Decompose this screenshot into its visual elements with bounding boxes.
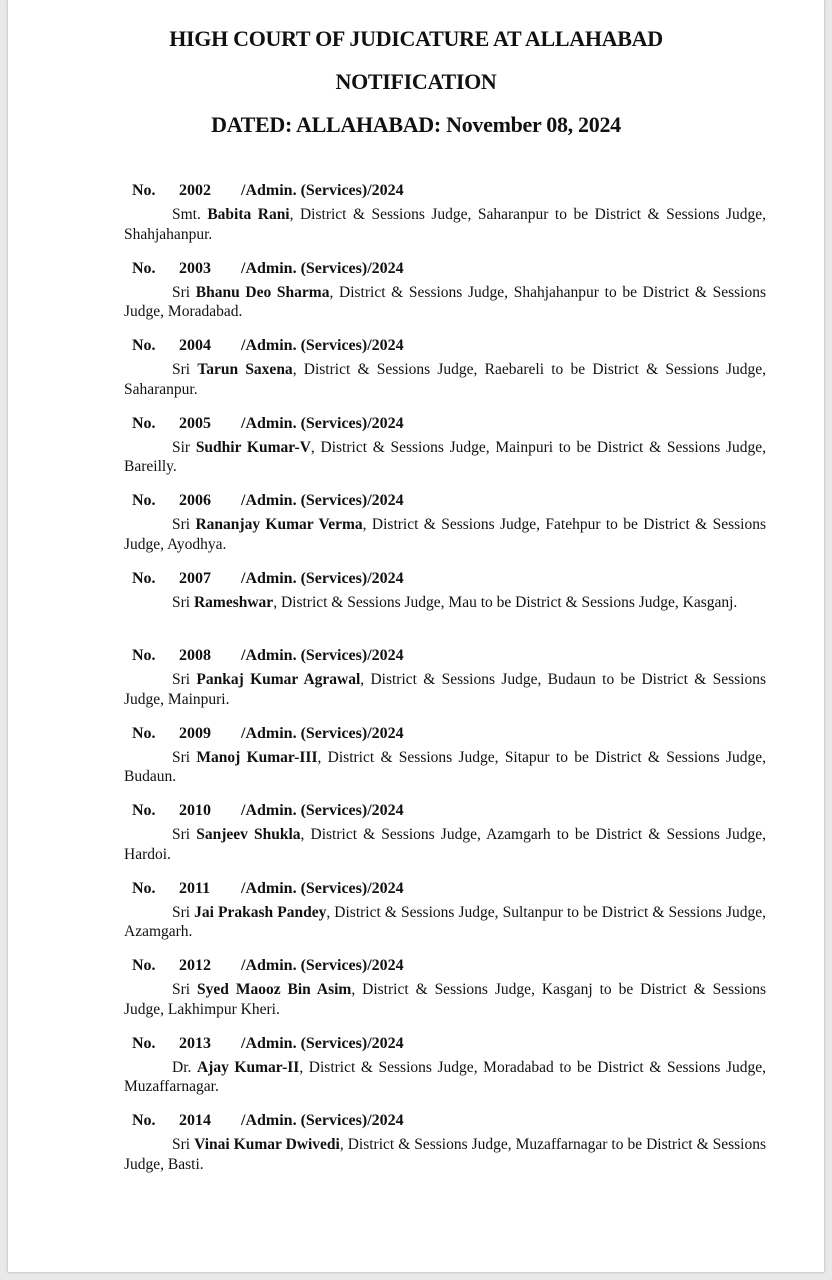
- order-suffix: /Admin. (Services)/2024: [241, 647, 404, 664]
- notification-entry: [124, 331, 766, 409]
- no-label: No.: [132, 647, 156, 664]
- transfer-text: [124, 1135, 766, 1174]
- notification-entry: [124, 796, 766, 874]
- order-number: 2013: [179, 1034, 211, 1052]
- order-number-line: [124, 951, 766, 980]
- honorific: Sri: [172, 903, 191, 921]
- order-suffix: /Admin. (Services)/2024: [241, 1034, 404, 1052]
- judge-name: Rananjay Kumar Verma: [195, 516, 363, 533]
- order-suffix: /Admin. (Services)/2024: [241, 492, 404, 509]
- judge-name: Manoj Kumar-III: [196, 748, 318, 766]
- honorific: Sri: [172, 981, 191, 998]
- order-number-line: [124, 564, 766, 593]
- order-number: 2004: [179, 337, 211, 354]
- order-number: 2014: [179, 1112, 211, 1129]
- order-number-line: [124, 641, 766, 670]
- no-label: No.: [132, 337, 156, 354]
- order-number-line: [124, 796, 766, 825]
- honorific: Smt.: [172, 206, 201, 223]
- order-number: 2011: [179, 879, 211, 897]
- order-number-line: [124, 719, 766, 748]
- notification-entry: [124, 874, 766, 952]
- judge-name: Vinai Kumar Dwivedi: [194, 1136, 340, 1153]
- transfer-text: [124, 205, 766, 244]
- honorific: Sri: [172, 671, 191, 688]
- no-label: No.: [132, 414, 156, 432]
- no-label: No.: [132, 1112, 156, 1129]
- notification-entry: [124, 641, 766, 719]
- notification-entry: [124, 254, 766, 332]
- transfer-details: , District & Sessions Judge, Muzaffarnagar to be District & Sessions Judge, Basti.: [124, 1136, 767, 1173]
- order-suffix: /Admin. (Services)/2024: [241, 259, 404, 277]
- order-number: 2008: [179, 647, 211, 664]
- honorific: Sri: [172, 361, 191, 378]
- transfer-text: [124, 980, 766, 1019]
- honorific: Sri: [172, 283, 191, 301]
- notification-entry: [124, 719, 766, 797]
- judge-name: Babita Rani: [207, 206, 290, 223]
- transfer-text: [124, 593, 766, 613]
- order-suffix: /Admin. (Services)/2024: [241, 182, 404, 199]
- order-number: 2002: [179, 182, 211, 199]
- order-number: 2003: [179, 259, 211, 277]
- transfer-details: , District & Sessions Judge, Sultanpur to be District & Sessions Judge, Azamgarh.: [124, 903, 767, 940]
- transfer-details: , District & Sessions Judge, Mau to be District & Sessions Judge, Kasganj.: [273, 593, 738, 611]
- no-label: No.: [132, 724, 156, 742]
- transfer-text: [124, 515, 766, 554]
- judge-name: Pankaj Kumar Agrawal: [196, 671, 361, 688]
- transfer-details: , District & Sessions Judge, Shahjahanpur to be District & Sessions Judge, Moradabad.: [124, 283, 766, 320]
- transfer-text: [124, 825, 766, 864]
- transfer-text: [124, 903, 766, 942]
- no-label: No.: [132, 569, 156, 587]
- transfer-details: , District & Sessions Judge, Raebareli to be District & Sessions Judge, Saharanpur.: [124, 361, 766, 398]
- notification-entry: [124, 1106, 766, 1184]
- transfer-details: , District & Sessions Judge, Mainpuri to be District & Sessions Judge, Bareilly.: [124, 438, 766, 475]
- no-label: No.: [132, 802, 156, 819]
- order-number: 2009: [179, 724, 211, 742]
- judge-name: Sudhir Kumar-V: [195, 438, 311, 456]
- order-number-line: [124, 1106, 766, 1135]
- transfer-details: , District & Sessions Judge, Moradabad to be District & Sessions Judge, Muzaffarnagar.: [124, 1058, 767, 1095]
- order-number: 2007: [179, 569, 211, 587]
- order-number-line: [124, 176, 766, 205]
- order-number: 2005: [179, 414, 211, 432]
- order-number: 2012: [179, 957, 211, 974]
- transfer-text: [124, 438, 766, 477]
- dated-line: DATED: ALLAHABAD: November 08, 2024: [211, 112, 621, 137]
- no-label: No.: [132, 1034, 156, 1052]
- transfer-details: , District & Sessions Judge, Sitapur to be District & Sessions Judge, Budaun.: [124, 748, 767, 785]
- notification-entry: [124, 951, 766, 1029]
- order-number: 2010: [179, 802, 211, 819]
- judge-name: Jai Prakash Pandey: [194, 903, 327, 921]
- order-suffix: /Admin. (Services)/2024: [241, 802, 404, 819]
- transfer-details: , District & Sessions Judge, Kasganj to be District & Sessions Judge, Lakhimpur Kheri.: [124, 981, 766, 1018]
- transfer-text: [124, 748, 766, 787]
- transfer-details: , District & Sessions Judge, Saharanpur to be District & Sessions Judge, Shahjahanpur.: [124, 206, 766, 243]
- transfer-text: [124, 360, 766, 399]
- no-label: No.: [132, 182, 156, 199]
- honorific: Sir: [172, 438, 191, 456]
- no-label: No.: [132, 957, 156, 974]
- order-suffix: /Admin. (Services)/2024: [241, 414, 404, 432]
- order-suffix: /Admin. (Services)/2024: [241, 957, 404, 974]
- no-label: No.: [132, 492, 156, 509]
- honorific: Sri: [172, 516, 191, 533]
- transfer-details: , District & Sessions Judge, Fatehpur to be District & Sessions Judge, Ayodhya.: [124, 516, 766, 553]
- judge-name: Rameshwar: [193, 593, 274, 611]
- transfer-details: , District & Sessions Judge, Budaun to be District & Sessions Judge, Mainpuri.: [124, 671, 767, 708]
- transfer-text: [124, 1058, 766, 1097]
- order-suffix: /Admin. (Services)/2024: [241, 879, 404, 897]
- court-title: HIGH COURT OF JUDICATURE AT ALLAHABAD: [169, 26, 663, 51]
- order-suffix: /Admin. (Services)/2024: [241, 569, 404, 587]
- notification-title: NOTIFICATION: [335, 69, 497, 94]
- judge-name: Bhanu Deo Sharma: [195, 283, 330, 301]
- order-number-line: [124, 409, 766, 438]
- judge-name: Ajay Kumar-II: [196, 1058, 300, 1076]
- order-number-line: [124, 254, 766, 283]
- order-suffix: /Admin. (Services)/2024: [241, 724, 404, 742]
- notification-entry: [124, 564, 766, 642]
- order-number: 2006: [179, 492, 211, 509]
- honorific: Sri: [172, 826, 191, 843]
- transfer-text: [124, 670, 766, 709]
- honorific: Sri: [172, 748, 191, 766]
- notification-entry: [124, 1029, 766, 1107]
- order-suffix: /Admin. (Services)/2024: [241, 1112, 404, 1129]
- no-label: No.: [132, 259, 156, 277]
- order-suffix: /Admin. (Services)/2024: [241, 337, 404, 354]
- judge-name: Syed Maooz Bin Asim: [197, 981, 352, 998]
- notification-entry: [124, 486, 766, 564]
- order-number-line: [124, 1029, 766, 1058]
- honorific: Dr.: [172, 1058, 192, 1076]
- honorific: Sri: [172, 593, 191, 611]
- notification-entry: [124, 176, 766, 254]
- transfer-details: , District & Sessions Judge, Azamgarh to be District & Sessions Judge, Hardoi.: [124, 826, 767, 863]
- judge-name: Sanjeev Shukla: [196, 826, 301, 843]
- judge-name: Tarun Saxena: [197, 361, 293, 378]
- document-page: [8, 0, 824, 1272]
- transfer-text: [124, 283, 766, 322]
- order-number-line: [124, 331, 766, 360]
- no-label: No.: [132, 879, 156, 897]
- notification-entry: [124, 409, 766, 487]
- order-number-line: [124, 486, 766, 515]
- notification-entries: [124, 176, 766, 1184]
- order-number-line: [124, 874, 766, 903]
- honorific: Sri: [172, 1136, 191, 1153]
